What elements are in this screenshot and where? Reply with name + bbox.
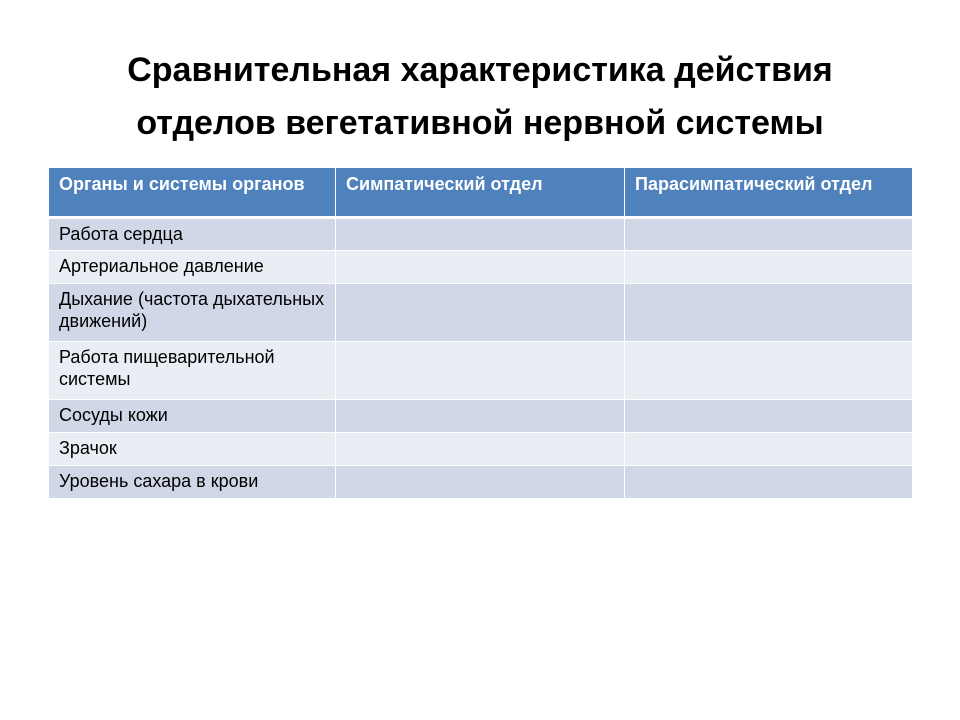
sympathetic-cell[interactable] (336, 466, 625, 499)
organ-cell: Артериальное давление (49, 251, 336, 284)
organ-cell: Работа пищеварительной системы (49, 342, 336, 400)
organ-cell: Сосуды кожи (49, 400, 336, 433)
parasympathetic-cell[interactable] (625, 342, 913, 400)
sympathetic-cell[interactable] (336, 251, 625, 284)
organ-cell: Работа сердца (49, 218, 336, 251)
sympathetic-cell[interactable] (336, 218, 625, 251)
table-header-row (49, 168, 913, 218)
header-sympathetic: Симпатический отдел (336, 168, 625, 218)
slide-title: Сравнительная характеристика действия отделов вегетативной нервной системы (127, 51, 833, 142)
parasympathetic-cell[interactable] (625, 251, 913, 284)
sympathetic-cell[interactable] (336, 400, 625, 433)
table-row (49, 284, 913, 342)
parasympathetic-cell[interactable] (625, 400, 913, 433)
table-row (49, 218, 913, 251)
parasympathetic-cell[interactable] (625, 466, 913, 499)
organ-cell: Дыхание (частота дыхательных движений) (49, 284, 336, 342)
sympathetic-cell[interactable] (336, 342, 625, 400)
sympathetic-cell[interactable] (336, 433, 625, 466)
parasympathetic-cell[interactable] (625, 218, 913, 251)
organ-cell: Зрачок (49, 433, 336, 466)
table-row (49, 433, 913, 466)
comparison-table (48, 167, 913, 499)
sympathetic-cell[interactable] (336, 284, 625, 342)
header-organs: Органы и системы органов (49, 168, 336, 218)
table-row (49, 466, 913, 499)
table-row (49, 400, 913, 433)
header-parasympathetic: Парасимпатический отдел (625, 168, 913, 218)
parasympathetic-cell[interactable] (625, 433, 913, 466)
table-row (49, 251, 913, 284)
parasympathetic-cell[interactable] (625, 284, 913, 342)
table-row (49, 342, 913, 400)
organ-cell: Уровень сахара в крови (49, 466, 336, 499)
